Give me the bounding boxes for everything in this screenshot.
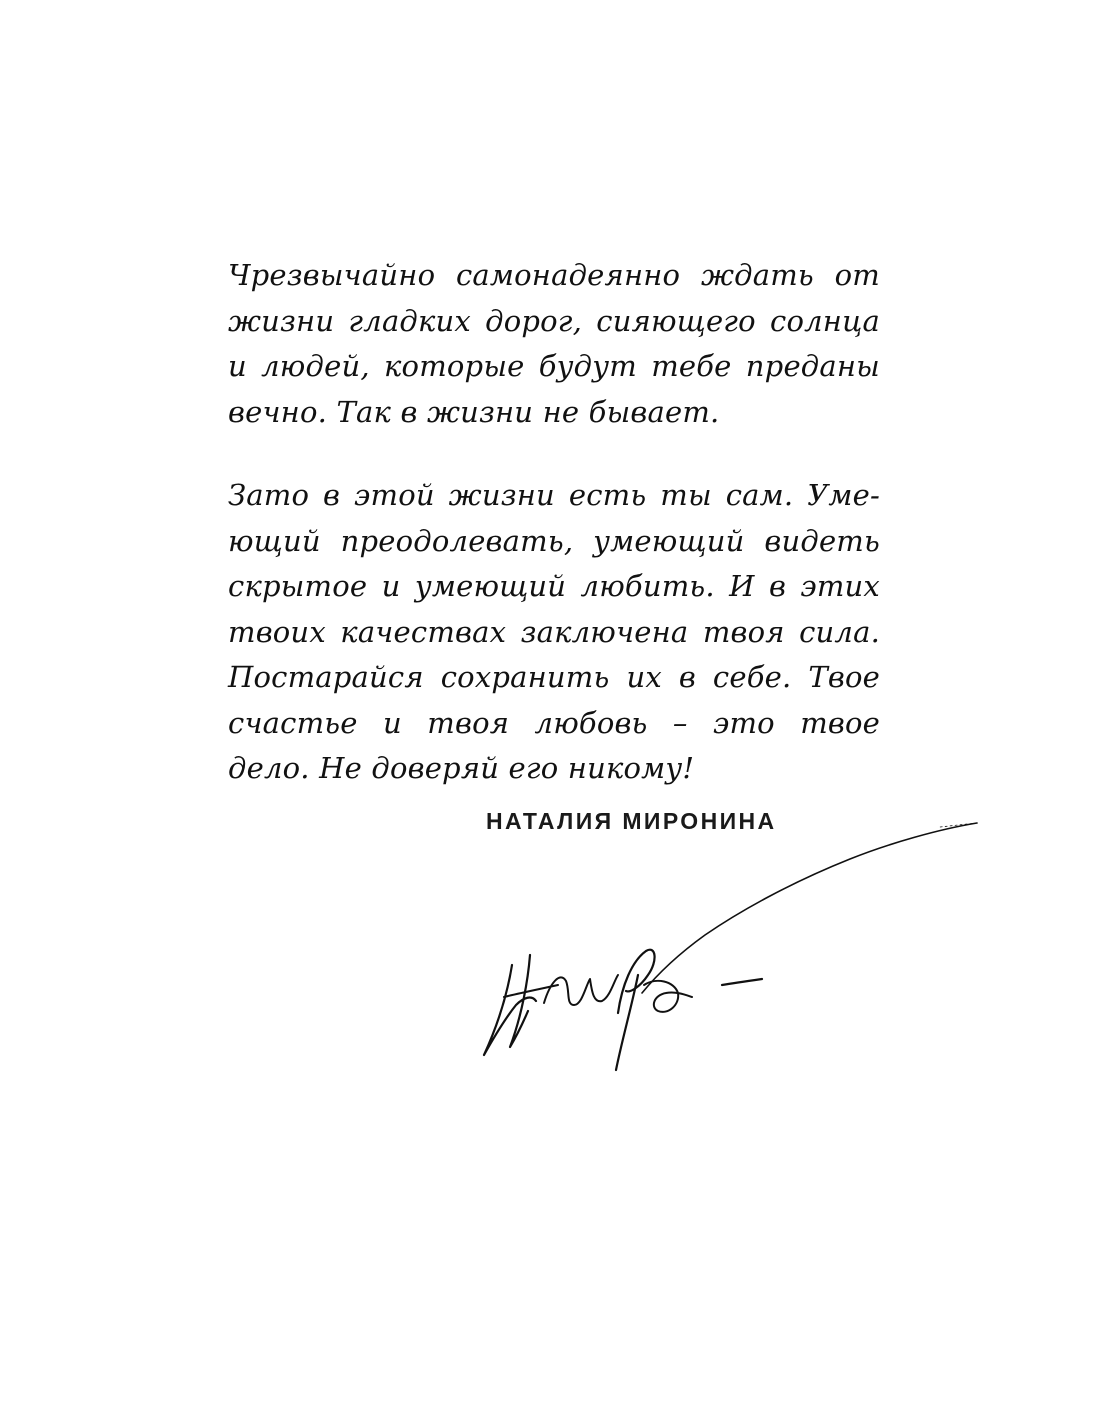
paragraph-line: Чрезвычайно самонадеянно ждать от <box>228 258 880 292</box>
handwritten-signature <box>470 815 990 1075</box>
paragraph-line: скрытое и умеющий любить. И в этих <box>228 569 880 603</box>
paragraph-line: жизни гладких дорог, сияющего солнца <box>228 303 880 338</box>
paragraph-line: и людей, которые будут тебе преданы <box>228 349 880 383</box>
paragraph-line: Зато в этой жизни есть ты сам. Уме- <box>228 478 880 512</box>
signature-stroke <box>544 975 618 1005</box>
signature-stroke <box>722 979 762 985</box>
paragraph-line: твоих качествах заключена твоя сила. <box>228 614 880 649</box>
quote-paragraph-1 <box>228 253 880 435</box>
author-name: НАТАЛИЯ МИРОНИНА <box>486 808 777 834</box>
signature-stroke <box>642 823 977 993</box>
paragraph-line: счастье и твоя любовь – это твое <box>228 705 880 740</box>
quote-paragraph-2 <box>228 473 880 792</box>
paragraph-line: Постарайся сохранить их в себе. Твое <box>228 660 880 694</box>
signature-stroke <box>616 975 638 1070</box>
paragraph-line: дело. Не доверяй его никому! <box>228 751 695 785</box>
paragraph-line: ющий преодолевать, умеющий видеть <box>228 523 880 558</box>
paragraph-line: вечно. Так в жизни не бывает. <box>228 394 720 429</box>
signature-stroke <box>644 981 692 1012</box>
